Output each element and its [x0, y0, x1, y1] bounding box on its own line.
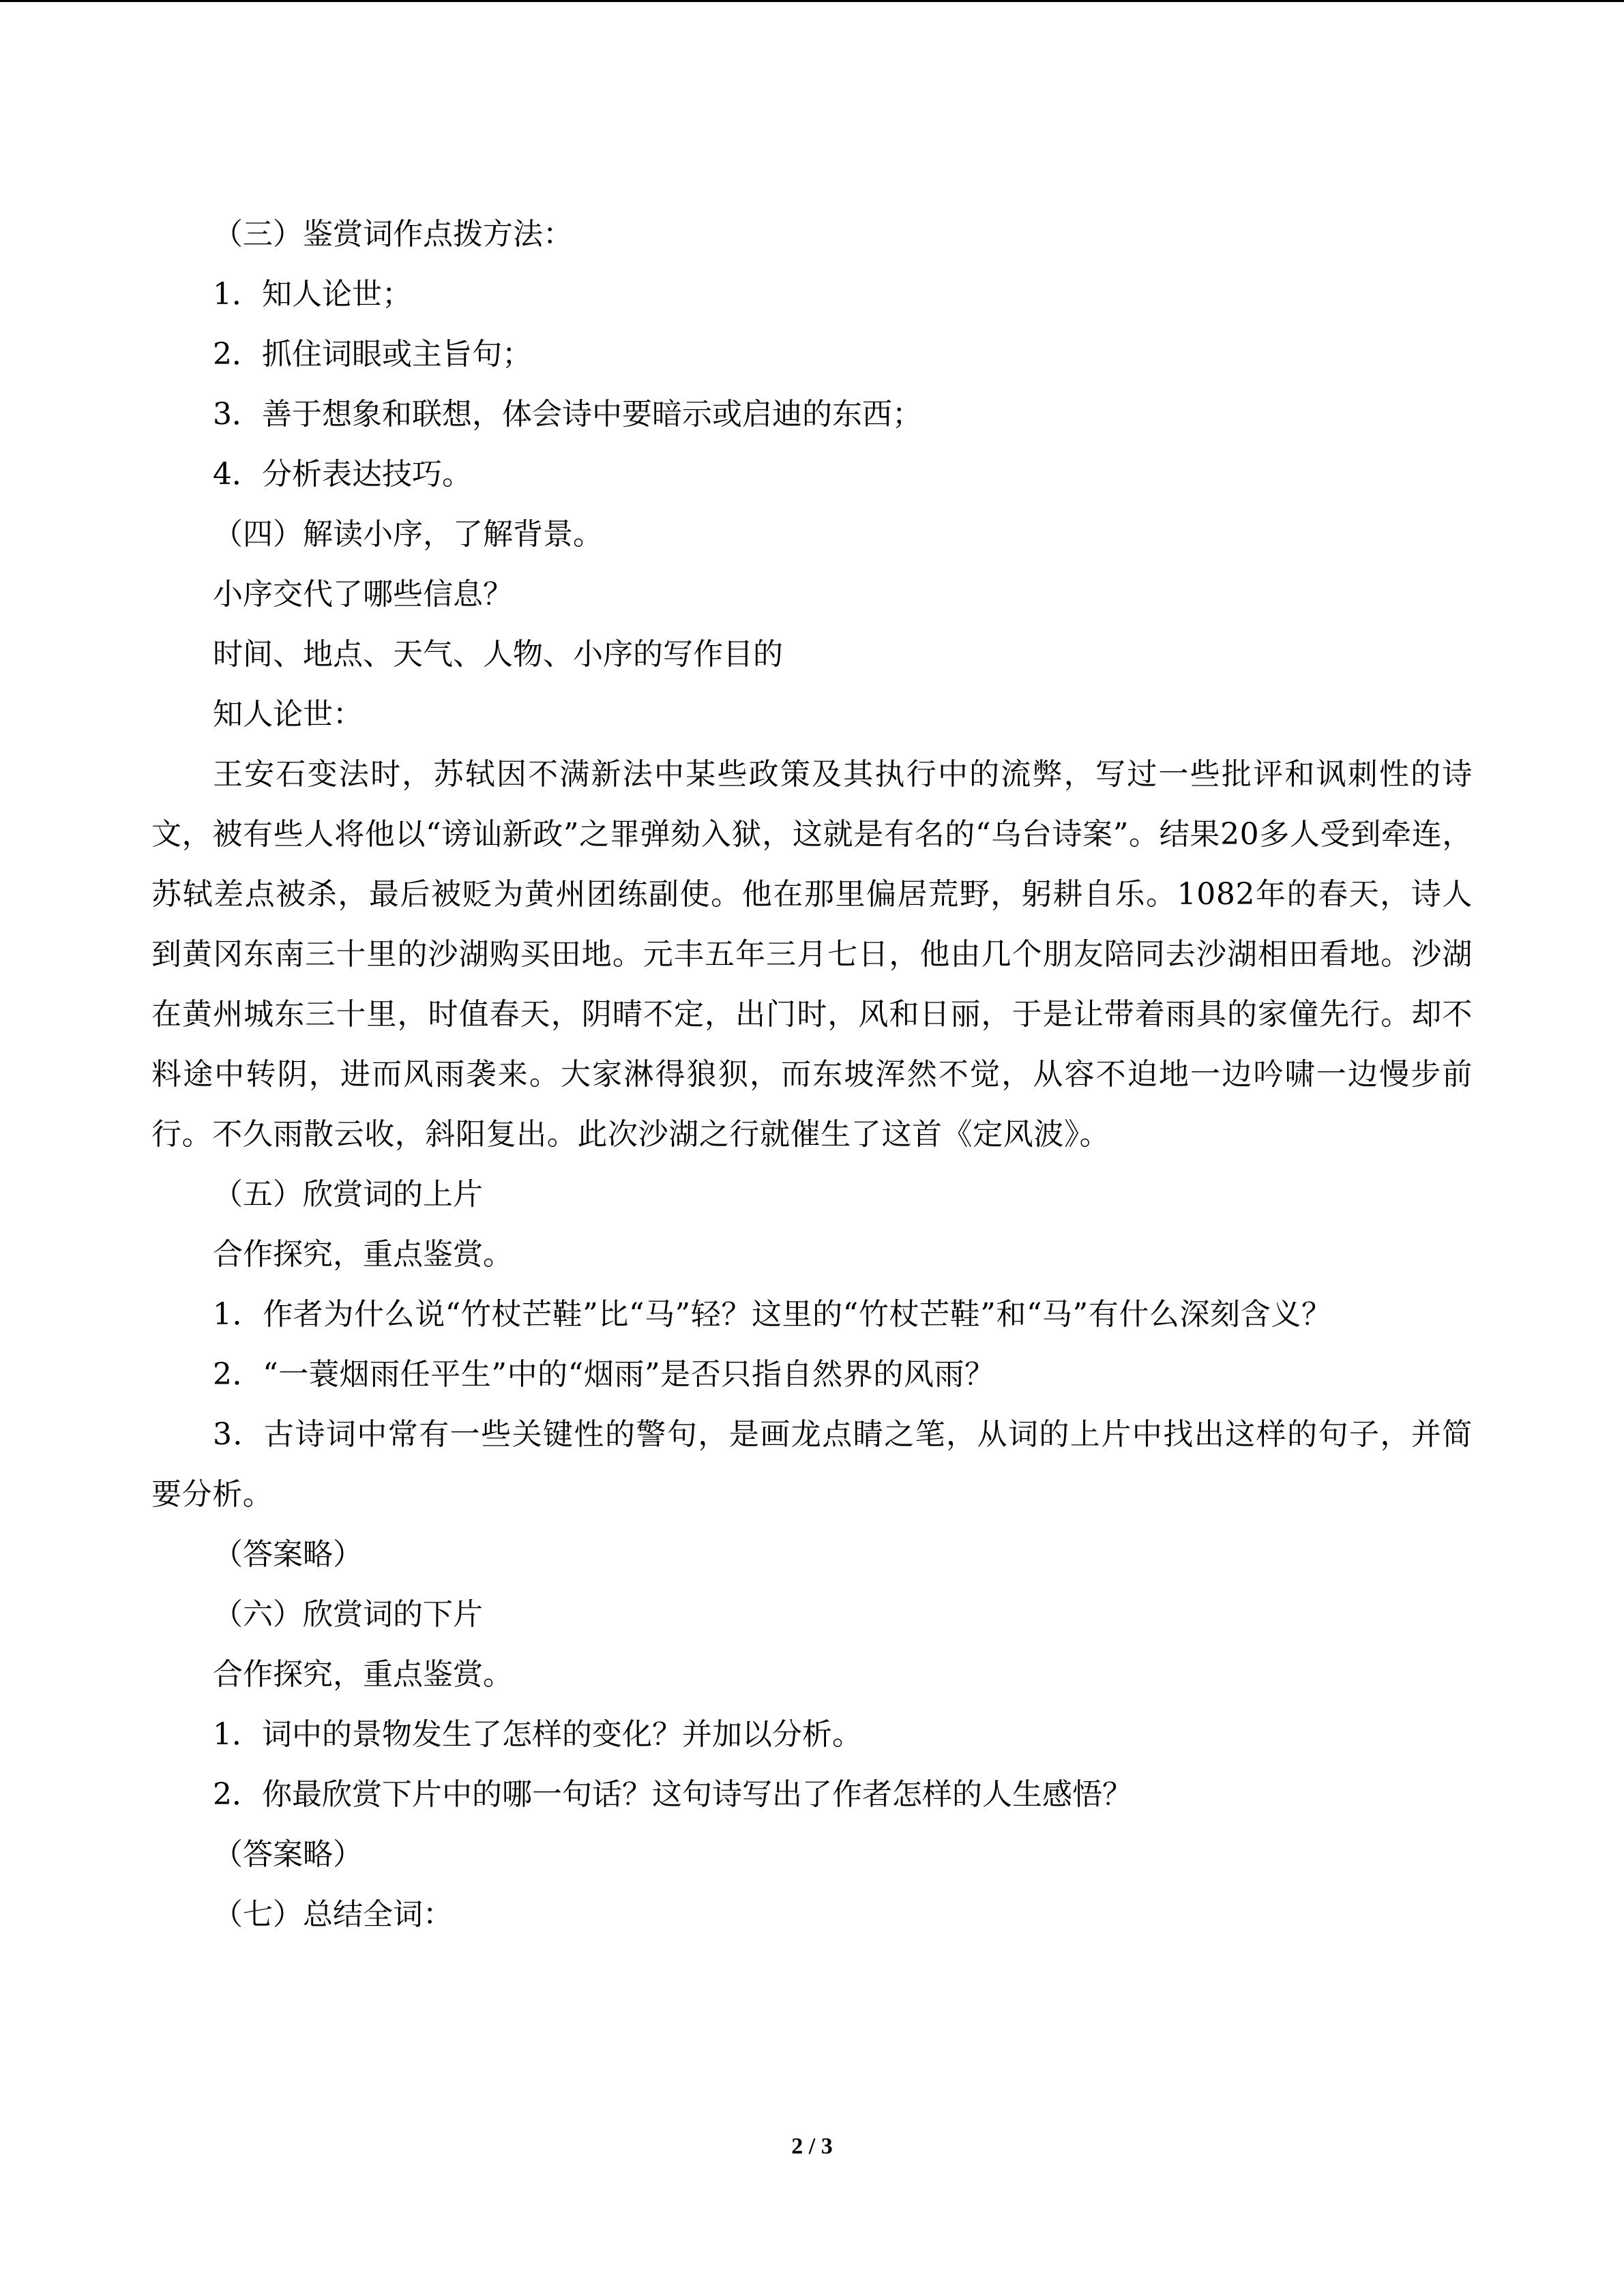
- text-line: 小序交代了哪些信息？: [213, 577, 513, 612]
- list-item: 3．善于想象和联想，体会诗中要暗示或启迪的东西；: [213, 397, 922, 432]
- list-item: 1．词中的景物发生了怎样的变化？并加以分析。: [213, 1717, 862, 1752]
- list-item: 1．知人论世；: [213, 277, 412, 312]
- answer-omitted: （答案略）: [213, 1537, 363, 1572]
- section-heading-7: （七）总结全词：: [213, 1897, 453, 1932]
- text-line: 知人论世：: [213, 697, 363, 732]
- page-top-border: [0, 0, 1624, 2]
- text-line: 合作探究，重点鉴赏。: [213, 1237, 513, 1272]
- text-line: 合作探究，重点鉴赏。: [213, 1657, 513, 1692]
- list-item: 2．抓住词眼或主旨句；: [213, 337, 532, 372]
- section-heading-3: （三）鉴赏词作点拨方法：: [213, 217, 573, 252]
- section-heading-6: （六）欣赏词的下片: [213, 1597, 483, 1632]
- section-heading-5: （五）欣赏词的上片: [213, 1177, 483, 1212]
- question-2: 2．“一蓑烟雨任平生”中的“烟雨”是否只指自然界的风雨？: [213, 1357, 995, 1392]
- background-paragraph: 王安石变法时，苏轼因不满新法中某些政策及其执行中的流弊，写过一些批评和讽刺性的诗文，被有些人将他以“谤讪新政”之罪弹劾入狱，这就是有名的“乌台诗案”。结果20多人受到牵连，苏轼差点被杀，最后被贬为黄州团练副使。他在那里偏居荒野，躬耕自乐。1082年的春天，诗人到黄冈东南三十里的沙湖购买田地。元丰五年三月七日，他由几个朋友陪同去沙湖相田看地。沙湖在黄州城东三十里，时值春天，阴晴不定，出门时，风和日丽，于是让带着雨具的家僮先行。却不料途中转阴，进而风雨袭来。大家淋得狼狈，而东坡浑然不觉，从容不迫地一边吟啸一边慢步前行。不久雨散云收，斜阳复出。此次沙湖之行就催生了这首《定风波》。: [151, 757, 1473, 1152]
- question-1: 1．作者为什么说“竹杖芒鞋”比“马”轻？这里的“竹杖芒鞋”和“马”有什么深刻含义？: [213, 1297, 1332, 1332]
- section-heading-4: （四）解读小序，了解背景。: [213, 517, 603, 552]
- document-body: [151, 205, 1473, 1945]
- answer-omitted: （答案略）: [213, 1837, 363, 1872]
- list-item: 4．分析表达技巧。: [213, 457, 472, 492]
- page-number: 2 / 3: [791, 2134, 833, 2159]
- list-item: 2．你最欣赏下片中的哪一句话？这句诗写出了作者怎样的人生感悟？: [213, 1777, 1132, 1812]
- question-3: 3．古诗词中常有一些关键性的警句，是画龙点睛之笔，从词的上片中找出这样的句子，并简要分析。: [151, 1417, 1473, 1512]
- text-line: 时间、地点、天气、人物、小序的写作目的: [213, 637, 783, 672]
